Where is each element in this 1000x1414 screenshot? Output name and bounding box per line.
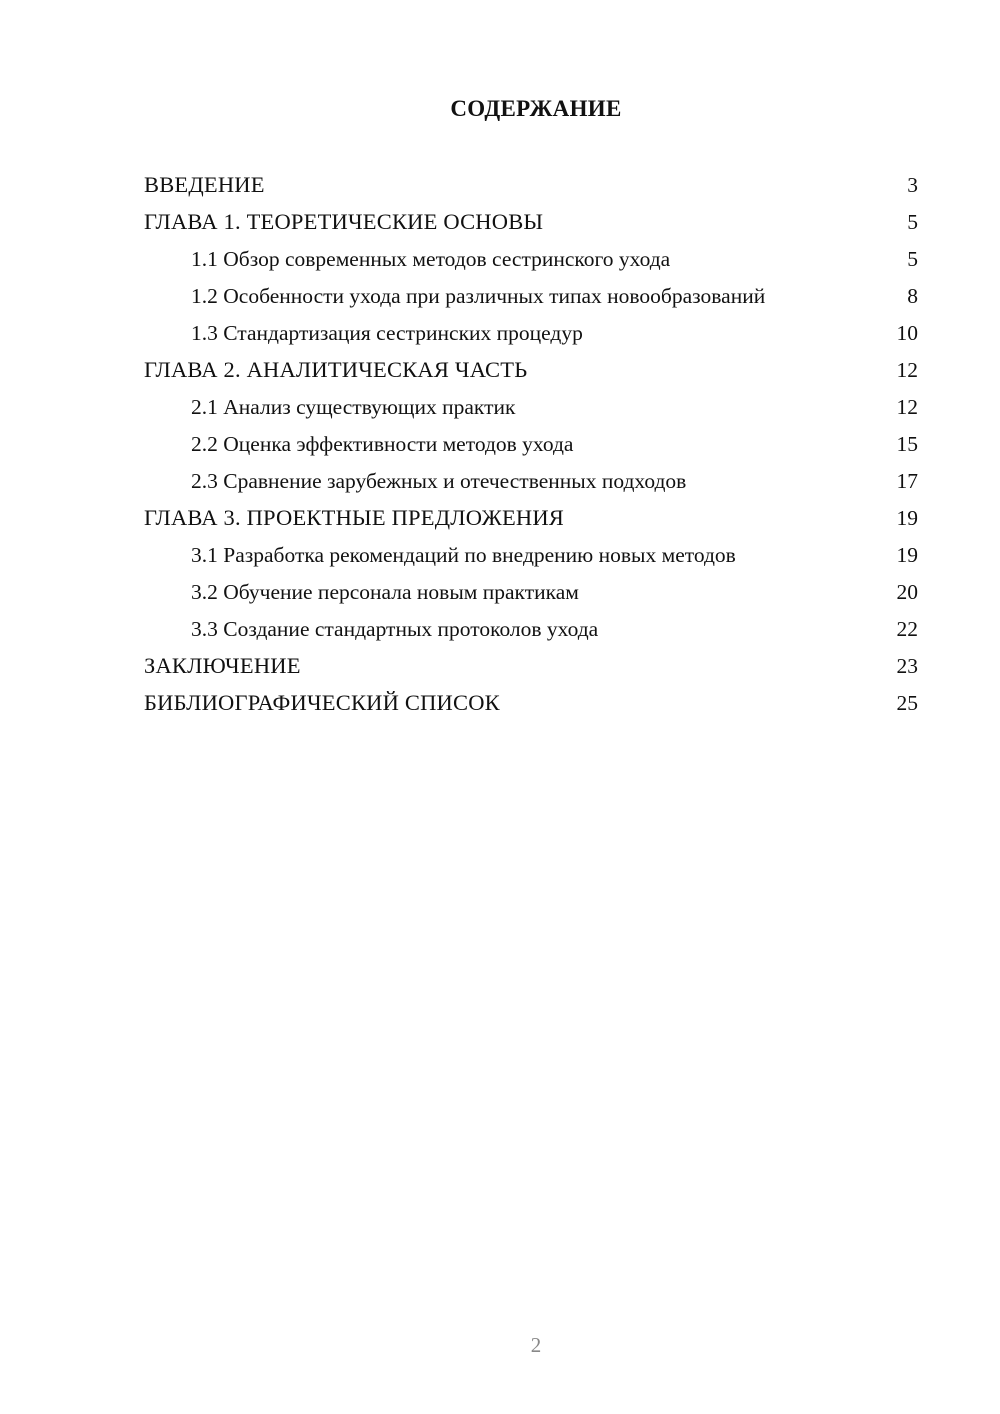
toc-entry-label: ГЛАВА 2. АНАЛИТИЧЕСКАЯ ЧАСТЬ (144, 357, 528, 382)
toc-entry-label: ГЛАВА 1. ТЕОРЕТИЧЕСКИЕ ОСНОВЫ (144, 209, 544, 234)
toc-entry-label: БИБЛИОГРАФИЧЕСКИЙ СПИСОК (144, 690, 500, 715)
toc-entry-label: 1.1 Обзор современных методов сестринского ухода (191, 247, 671, 271)
toc-entry[interactable] (144, 353, 918, 390)
toc-entry-page: 5 (907, 210, 918, 234)
toc-entry[interactable] (144, 168, 918, 205)
toc-entry[interactable] (144, 464, 918, 501)
toc-entry-page: 3 (907, 173, 918, 197)
toc-entry-label: 2.1 Анализ существующих практик (191, 395, 516, 419)
toc-entry-page: 22 (896, 617, 918, 641)
toc-entry-page: 12 (896, 358, 918, 382)
toc-entry[interactable] (144, 316, 918, 353)
toc-entry-page: 12 (896, 395, 918, 419)
toc-entry[interactable] (144, 649, 918, 686)
toc-entry-page: 20 (896, 580, 918, 604)
toc-entry-label: ВВЕДЕНИЕ (144, 172, 265, 197)
toc-entry[interactable] (144, 538, 918, 575)
toc-entry-page: 17 (896, 469, 918, 493)
toc-entry-page: 23 (896, 654, 918, 678)
toc-entry[interactable] (144, 205, 918, 242)
toc-entry[interactable] (144, 279, 918, 316)
toc-entry[interactable] (144, 427, 918, 464)
toc-entry-page: 8 (907, 284, 918, 308)
table-of-contents (144, 168, 918, 723)
page-title: СОДЕРЖАНИЕ (450, 96, 622, 121)
toc-entry[interactable] (144, 575, 918, 612)
toc-entry-page: 15 (896, 432, 918, 456)
toc-entry-label: 3.2 Обучение персонала новым практикам (191, 580, 579, 604)
toc-entry[interactable] (144, 612, 918, 649)
toc-entry-label: 1.3 Стандартизация сестринских процедур (191, 321, 583, 345)
toc-entry-label: ГЛАВА 3. ПРОЕКТНЫЕ ПРЕДЛОЖЕНИЯ (144, 505, 565, 530)
toc-entry-page: 25 (896, 691, 918, 715)
toc-entry-page: 19 (896, 543, 918, 567)
toc-entry-page: 10 (896, 321, 918, 345)
toc-entry-page: 19 (896, 506, 918, 530)
toc-entry[interactable] (144, 686, 918, 723)
toc-entry[interactable] (144, 242, 918, 279)
page-number: 2 (530, 1333, 542, 1357)
toc-entry-label: 2.2 Оценка эффективности методов ухода (191, 432, 574, 456)
toc-entry-label: 2.3 Сравнение зарубежных и отечественных подходов (191, 469, 687, 493)
toc-entry-label: 3.1 Разработка рекомендаций по внедрению новых методов (191, 543, 736, 567)
toc-entry[interactable] (144, 390, 918, 427)
toc-entry-label: 3.3 Создание стандартных протоколов ухода (191, 617, 599, 641)
toc-entry-label: ЗАКЛЮЧЕНИЕ (144, 653, 301, 678)
toc-entry-page: 5 (907, 247, 918, 271)
toc-entry[interactable] (144, 501, 918, 538)
toc-entry-label: 1.2 Особенности ухода при различных типах новообразований (191, 284, 766, 308)
